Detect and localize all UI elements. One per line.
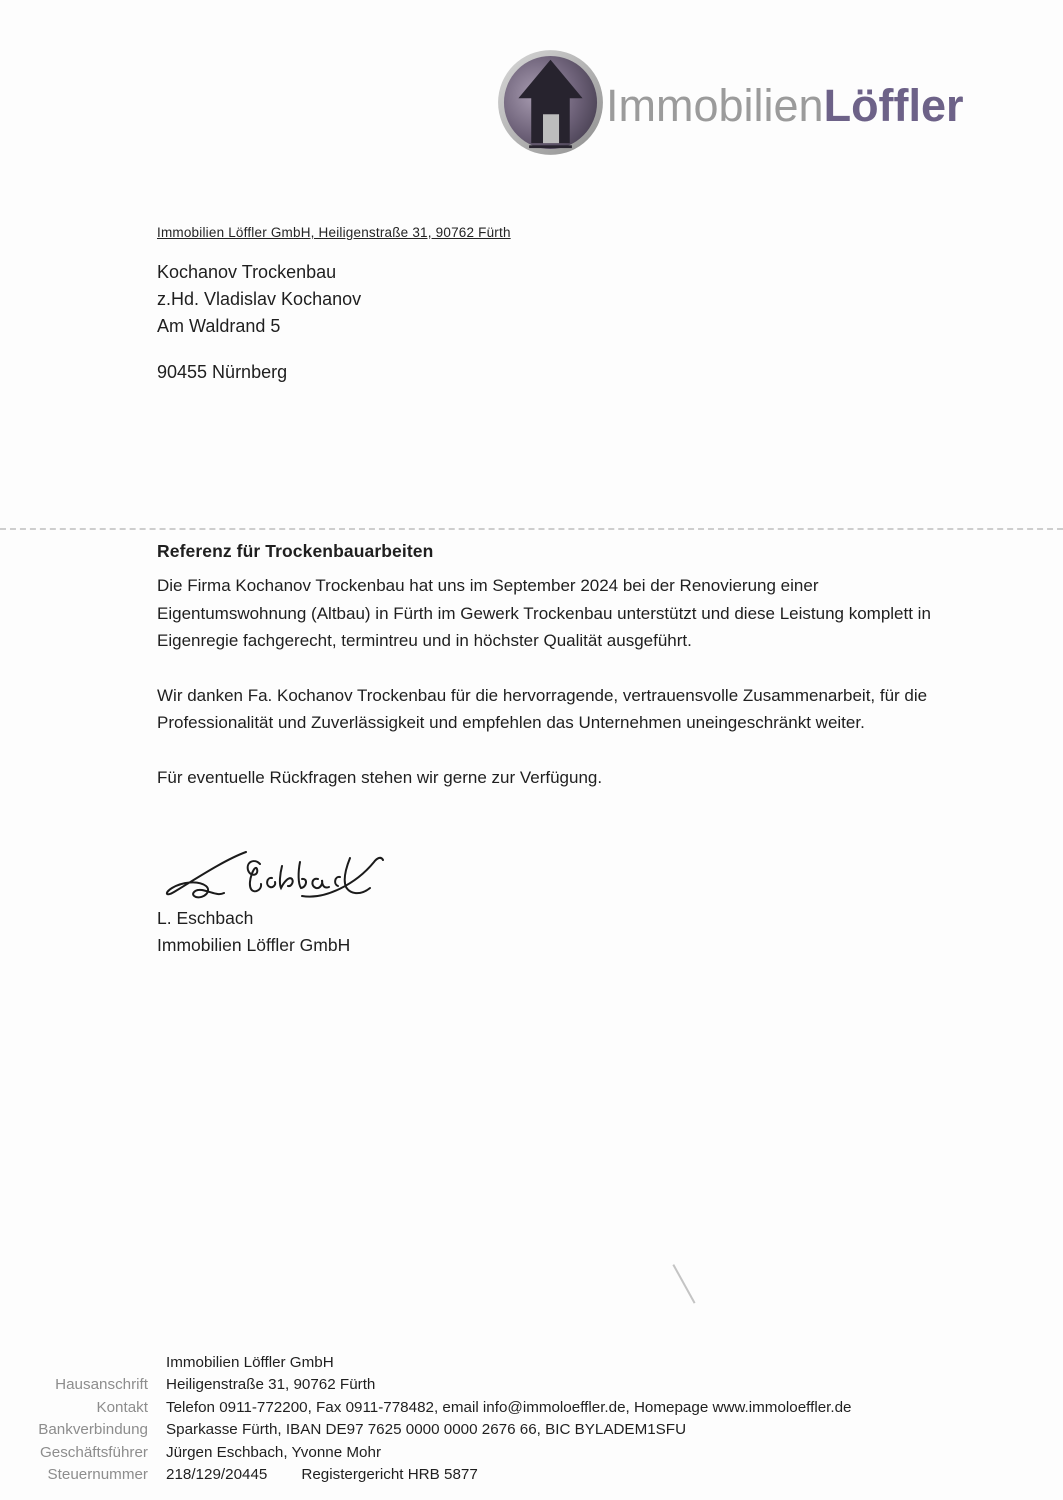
signer-block — [157, 905, 350, 959]
footer-row-hausanschrift — [0, 1374, 1063, 1396]
recipient-street: Am Waldrand 5 — [157, 316, 281, 336]
house-arrow-logo-icon — [497, 49, 604, 156]
footer-label: Bankverbindung — [38, 1421, 148, 1439]
footer-value: Jürgen Eschbach, Yvonne Mohr — [166, 1443, 382, 1461]
brand-name-loeffler: Löffler — [823, 80, 964, 131]
handwritten-signature — [160, 846, 395, 904]
brand-name-immobilien: Immobilien — [606, 80, 824, 131]
footer-label: Hausanschrift — [55, 1376, 148, 1394]
scan-artifact-mark — [672, 1264, 695, 1303]
recipient-address-block — [157, 259, 361, 386]
subject-line: Referenz für Trockenbauarbeiten — [157, 541, 434, 561]
footer-row-bankverbindung — [0, 1419, 1063, 1441]
body-paragraph-2: Wir danken Fa. Kochanov Trockenbau für die hervorragende, vertrauensvolle Zusammenarbeit, für die Professionalität und Zuverlässigkeit und empfehlen das Unternehmen uneingeschränkt weiter. — [157, 685, 928, 732]
body-paragraph-3: Für eventuelle Rückfragen stehen wir gerne zur Verfügung. — [157, 767, 603, 787]
footer-register-court: Registergericht HRB 5877 — [301, 1466, 478, 1484]
footer-block — [0, 1352, 1063, 1486]
footer-value: Heiligenstraße 31, 90762 Fürth — [166, 1376, 376, 1394]
recipient-attention: z.Hd. Vladislav Kochanov — [157, 289, 362, 309]
footer-label: Steuernummer — [47, 1466, 148, 1484]
brand-wordmark — [606, 80, 964, 132]
footer-row-company — [0, 1352, 1063, 1374]
footer-label: Geschäftsführer — [39, 1443, 148, 1461]
recipient-city: 90455 Nürnberg — [157, 362, 288, 382]
signer-company: Immobilien Löffler GmbH — [157, 935, 351, 955]
footer-value: Immobilien Löffler GmbH — [166, 1354, 334, 1371]
signer-name: L. Eschbach — [157, 908, 254, 928]
body-paragraph-1: Die Firma Kochanov Trockenbau hat uns im September 2024 bei der Renovierung einer Eigentumswohnung (Altbau) in Fürth im Gewerk Trockenbau unterstützt und diese Leistung komplett in Eigenregie fachgerecht, termintreu und in höchster Qualität ausgeführt. — [157, 576, 931, 650]
footer-value: Telefon 0911-772200, Fax 0911-778482, email info@immoloeffler.de, Homepage www.immoloeffler.de — [166, 1398, 852, 1416]
letter-body — [157, 572, 953, 818]
footer-label: Kontakt — [96, 1398, 148, 1416]
footer-row-kontakt — [0, 1397, 1063, 1419]
footer-row-steuernummer — [0, 1464, 1063, 1486]
scan-fold-line — [0, 528, 1063, 530]
sender-return-address: Immobilien Löffler GmbH, Heiligenstraße 31, 90762 Fürth — [157, 225, 511, 240]
footer-value: 218/129/20445 — [166, 1466, 268, 1484]
footer-value: Sparkasse Fürth, IBAN DE97 7625 0000 0000 2676 66, BIC BYLADEM1SFU — [166, 1421, 687, 1439]
recipient-company: Kochanov Trockenbau — [157, 262, 337, 282]
footer-row-geschaeftsfuehrer — [0, 1442, 1063, 1464]
footer-label — [0, 1352, 148, 1374]
